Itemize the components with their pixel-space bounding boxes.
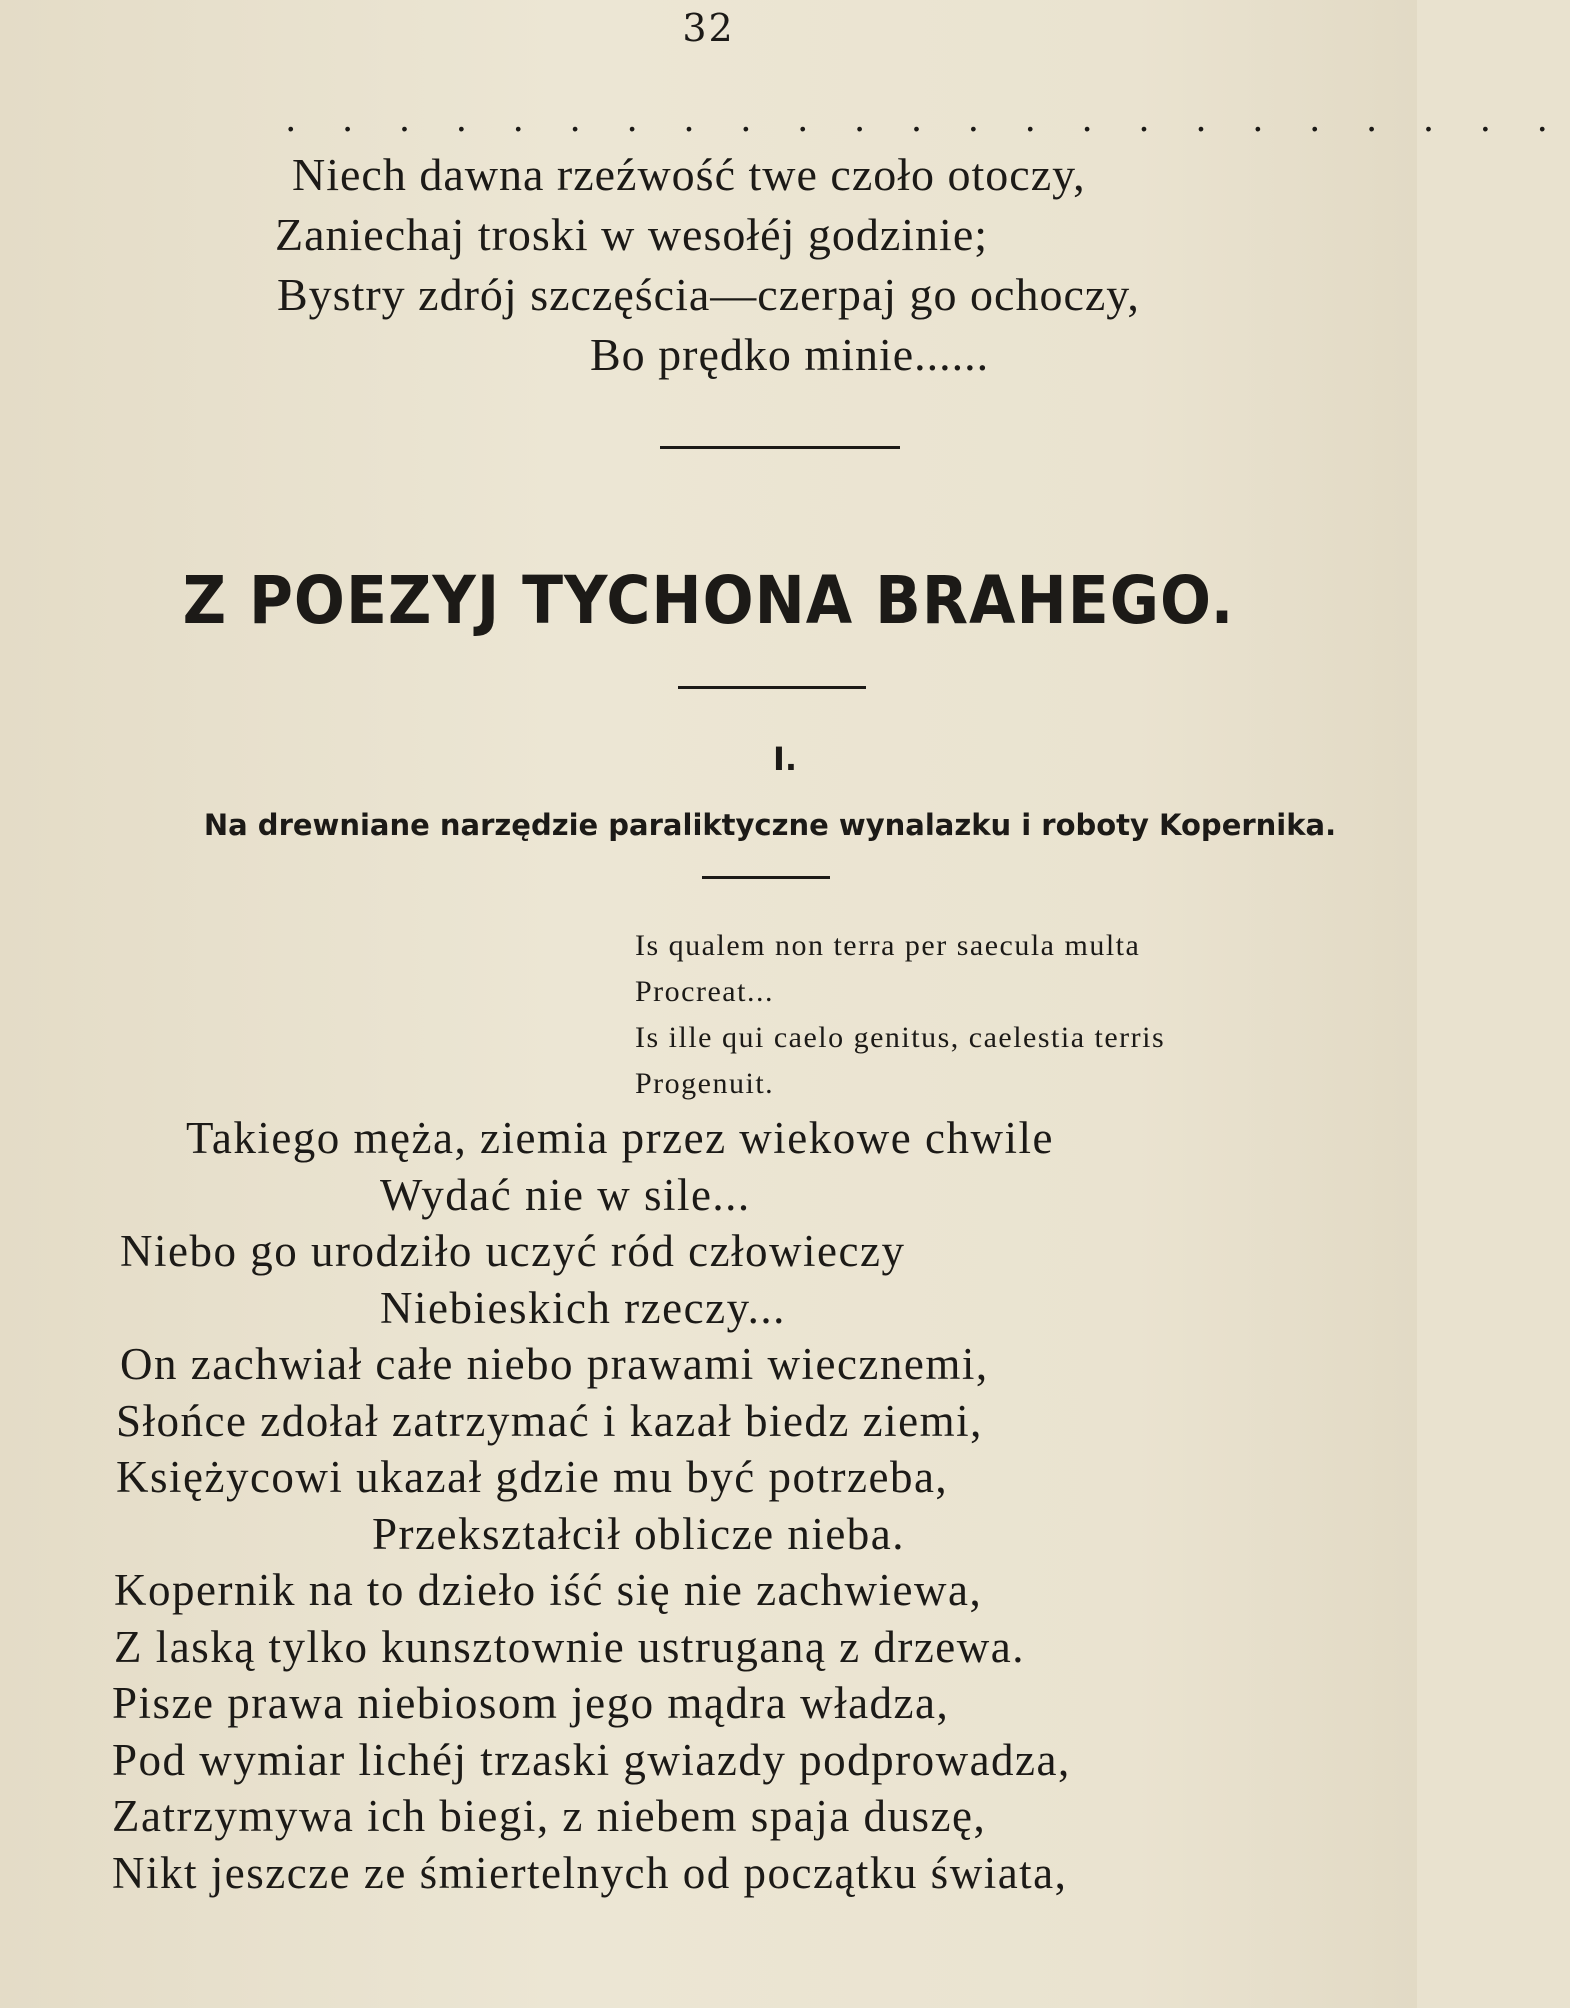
poem-line: Niebieskich rzeczy... <box>380 1282 786 1333</box>
poem-line: Zaniechaj troski w wesołéj godzinie; <box>275 209 989 260</box>
poem-line: Takiego męża, ziemia przez wiekowe chwile <box>186 1113 1054 1163</box>
poem-line: Pod wymiar lichéj trzaski gwiazdy podprowadza, <box>112 1734 1071 1785</box>
page-number: 32 <box>682 6 735 50</box>
poem-line: Bystry zdrój szczęścia—czerpaj go ochoczy, <box>277 269 1140 320</box>
epigraph-line: Procreat... <box>635 975 774 1008</box>
divider-rule <box>678 686 866 689</box>
epigraph-line: Is ille qui caelo genitus, caelestia terris <box>635 1021 1166 1054</box>
poem-line: Bo prędko minie...... <box>590 329 990 380</box>
divider-rule <box>702 876 830 879</box>
poem-line: Wydać nie w sile... <box>380 1169 751 1220</box>
ellipsis-row: . . . . . . . . . . . . . . . . . . . . . . . <box>285 99 1565 140</box>
section-title: Z POEZYJ TYCHONA BRAHEGO. <box>182 562 1235 640</box>
poem-line: Przekształcił oblicze nieba. <box>372 1508 906 1559</box>
poem-line: Pisze prawa niebiosom jego mądra władza, <box>112 1678 950 1728</box>
divider-rule <box>660 446 900 449</box>
poem-line: On zachwiał całe niebo prawami wiecznemi, <box>120 1339 989 1389</box>
poem-line: Słońce zdołał zatrzymać i kazał biedz ziemi, <box>116 1395 983 1446</box>
poem-line: Kopernik na to dzieło iść się nie zachwiewa, <box>114 1565 983 1615</box>
epigraph-line: Progenuit. <box>635 1067 775 1100</box>
poem-line: Księżycowi ukazał gdzie mu być potrzeba, <box>116 1452 949 1502</box>
poem-line: Niech dawna rzeźwość twe czoło otoczy, <box>292 149 1086 200</box>
poem-line: Nikt jeszcze ze śmiertelnych od początku świata, <box>112 1847 1068 1898</box>
part-number: I. <box>772 740 798 778</box>
poem-line: Z laską tylko kunsztownie ustruganą z drzewa. <box>114 1621 1025 1672</box>
poem-line: Niebo go urodziło uczyć ród człowieczy <box>120 1226 906 1276</box>
poem-subtitle: Na drewniane narzędzie paraliktyczne wynalazku i roboty Kopernika. <box>203 808 1337 842</box>
epigraph-line: Is qualem non terra per saecula multa <box>635 929 1141 962</box>
epigraph <box>635 923 1165 1107</box>
poem-line: Zatrzymywa ich biegi, z niebem spaja duszę, <box>112 1791 987 1841</box>
